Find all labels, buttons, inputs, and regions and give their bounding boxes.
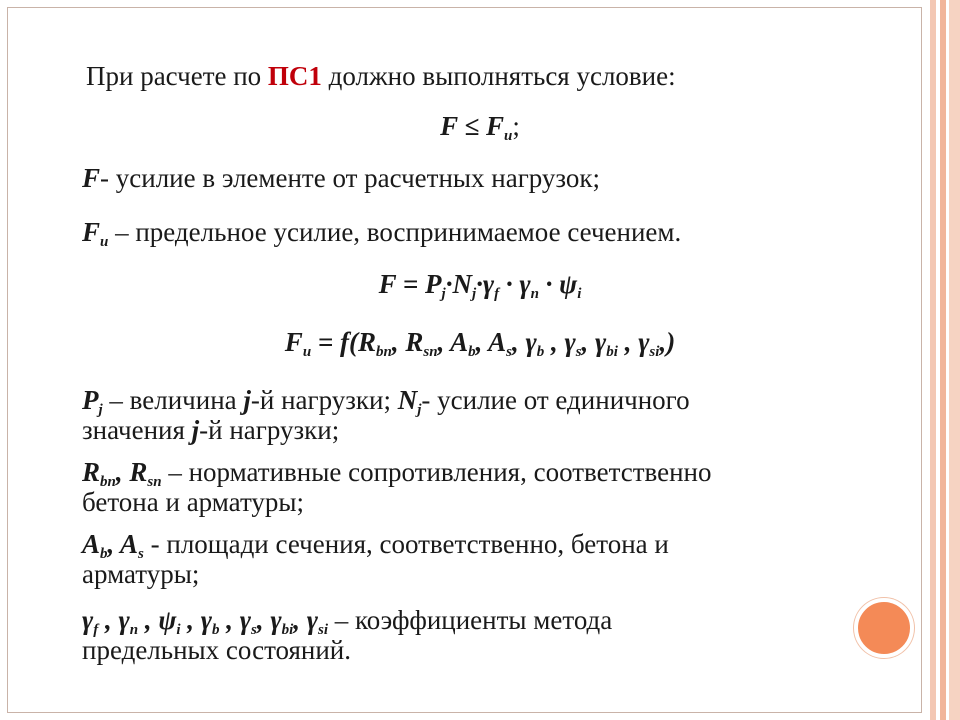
subscript: j (98, 402, 103, 418)
subscript: b (468, 344, 476, 360)
definition-text: значения (82, 415, 192, 445)
variable: , R (115, 457, 148, 487)
subscript: si (649, 344, 660, 360)
variable: F (82, 217, 101, 247)
subscript: bn (376, 344, 392, 360)
ps1-highlight: ПС1 (267, 61, 322, 91)
definition-text: -й нагрузки; (250, 385, 398, 415)
variable: , γ (293, 605, 318, 635)
subscript: s (506, 344, 512, 360)
formula-part: F ≤ F (440, 111, 504, 141)
definition-rbn (82, 456, 712, 488)
definition-coefficients (82, 604, 612, 636)
definition-text: -й нагрузки; (199, 415, 340, 445)
subscript: j (441, 286, 446, 302)
variable: j (191, 415, 200, 445)
definition-ab (82, 528, 669, 560)
variable: γ (82, 605, 94, 635)
formula-part: = f(R (311, 327, 377, 357)
subscript: f (93, 622, 99, 638)
decorative-circle (854, 598, 914, 658)
definition-text: предельных состояний. (82, 635, 352, 665)
formula-part: , γ (511, 327, 537, 357)
variable: , γ (256, 605, 282, 635)
formula-part: ,) (659, 327, 676, 357)
subscript: sn (423, 344, 438, 360)
formula-part: , γ (544, 327, 576, 357)
definition-text: - площади сечения, соответственно, бетона и (143, 529, 669, 559)
definition-text: - усилие от единичного (421, 385, 690, 415)
variable: P (82, 385, 99, 415)
variable: , γ (219, 605, 251, 635)
variable: R (82, 457, 101, 487)
subscript: b (100, 546, 108, 562)
subscript: n (129, 622, 139, 638)
definition-text: арматуры; (82, 559, 200, 589)
definition-pj-cont (82, 414, 339, 446)
definition-text: – нормативные сопротивления, соответственно (161, 457, 712, 487)
variable: N (397, 385, 418, 415)
intro-line (86, 60, 676, 92)
definition-rbn-cont (82, 486, 304, 518)
formula-part: ·γ (476, 269, 495, 299)
subscript: f (494, 286, 500, 302)
subscript: s (251, 622, 257, 638)
variable: , γ (180, 605, 213, 635)
variable: , A (107, 529, 139, 559)
subscript: si (317, 622, 328, 638)
variable: , γ (98, 605, 130, 635)
subscript: u (100, 234, 109, 250)
formula-part: · ψ (538, 269, 578, 299)
subscript: b (536, 344, 545, 360)
condition-formula (0, 110, 960, 142)
subscript: sn (147, 474, 162, 490)
subscript: s (575, 344, 582, 360)
formula-part: ·N (445, 269, 472, 299)
subscript: b (212, 622, 220, 638)
definition-ab-cont (82, 558, 199, 590)
subscript: bi (606, 344, 618, 360)
subscript: i (577, 286, 582, 302)
definition-text: – предельное усилие, воспринимаемое сечением. (108, 217, 682, 247)
formula-part: ; (512, 111, 520, 141)
force-formula (0, 268, 960, 300)
formula-part: , R (391, 327, 424, 357)
ultimate-force-formula (0, 326, 960, 358)
definition-text: бетона и арматуры; (82, 487, 305, 517)
definition-text: – величина (102, 385, 244, 415)
text: При расчете по (86, 61, 268, 91)
variable: , ψ (138, 605, 177, 635)
subscript: bn (100, 474, 116, 490)
subscript: i (176, 622, 181, 638)
variable: j (243, 385, 251, 415)
variable: F (82, 163, 101, 193)
subscript: u (302, 344, 312, 360)
subscript: n (530, 286, 539, 302)
subscript: j (471, 286, 477, 302)
definition-pj (82, 384, 690, 416)
formula-part: · γ (499, 269, 531, 299)
formula-part: , A (475, 327, 507, 357)
formula-part: F (284, 327, 303, 357)
formula-part: , γ (581, 327, 607, 357)
definition-f (82, 162, 600, 194)
definition-coefficients-cont (82, 634, 351, 666)
subscript: u (504, 128, 513, 144)
subscript: s (138, 546, 144, 562)
subscript: bi (281, 622, 294, 638)
definition-fu (82, 216, 681, 248)
formula-part: , A (437, 327, 469, 357)
definition-text: – коэффициенты метода (328, 605, 613, 635)
definition-text: - усилие в элементе от расчетных нагрузок; (100, 163, 601, 193)
subscript: j (417, 402, 422, 418)
decor-bar (949, 0, 960, 720)
text: должно выполняться условие: (321, 61, 676, 91)
formula-part: , γ (617, 327, 650, 357)
variable: A (82, 529, 101, 559)
formula-part: F = P (378, 269, 442, 299)
